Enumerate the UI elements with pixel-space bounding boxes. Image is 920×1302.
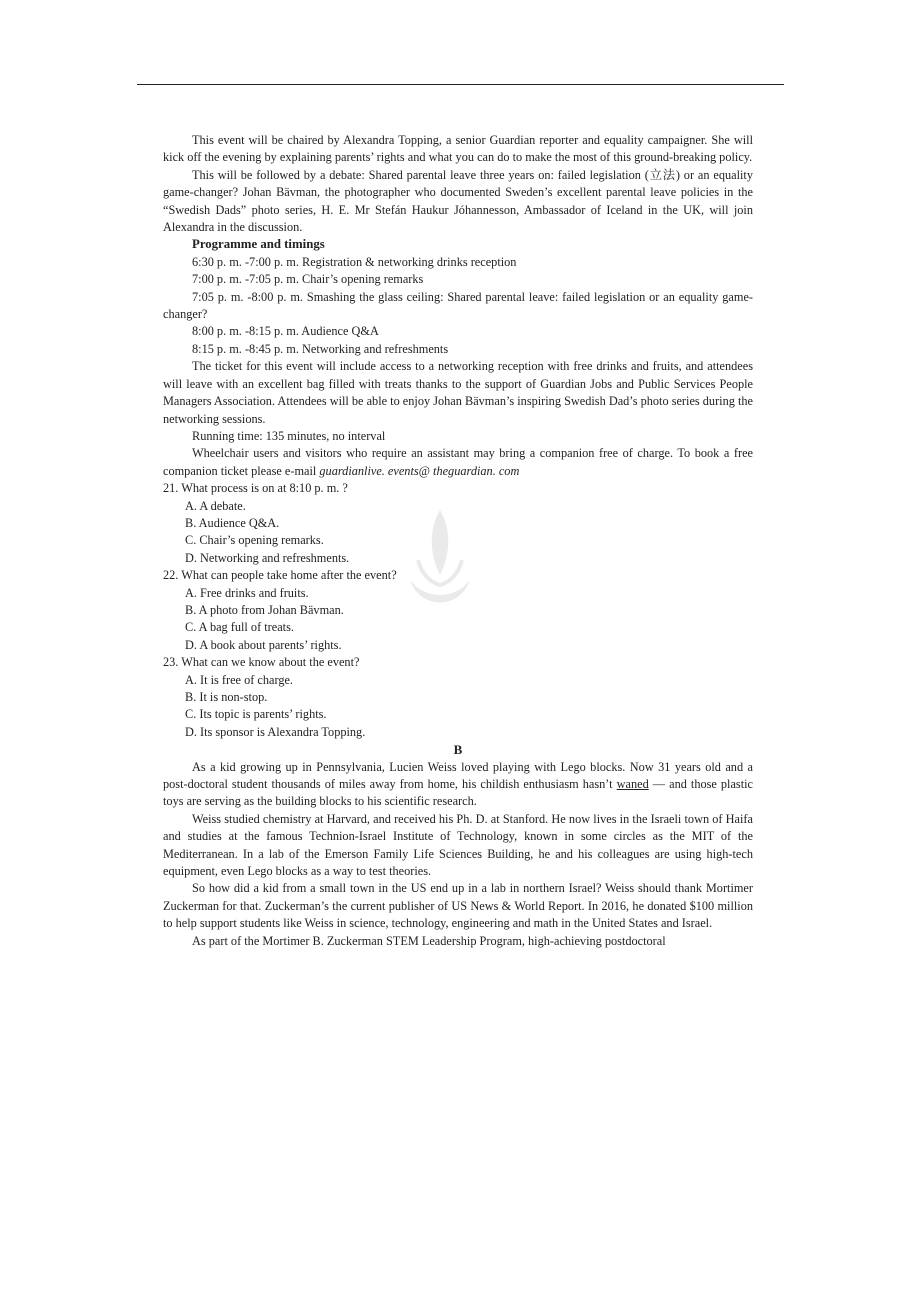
passage-a-paragraph-2: This will be followed by a debate: Shared parental leave three years on: failed legislation (立法) or an equality game-changer? Johan Bävman, the photographer who documented Sweden’s excellent parental leave policies in the “Swedish Dads” photo series, H. E. Mr Stefán Haukur Jóhannesson, Ambassador of Iceland in the UK, will join Alexandra in the discussion.: [163, 167, 753, 235]
answer-option: D. Its sponsor is Alexandra Topping.: [185, 724, 366, 739]
answer-option: C. Chair’s opening remarks.: [185, 533, 324, 548]
paragraph-text: As a kid growing up in Pennsylvania, Lucien Weiss loved playing with Lego blocks. Now 31 years old and a post-doctoral student thousands of miles away from home, his childish enthusiasm hasn’t: [163, 759, 753, 792]
answer-option: A. A debate.: [185, 498, 246, 513]
schedule-item: 7:05 p. m. -8:00 p. m. Smashing the glass ceiling: Shared parental leave: failed legislation or an equality game-changer?: [163, 289, 753, 322]
answer-option: B. A photo from Johan Bävman.: [185, 602, 344, 617]
programme-heading: Programme and timings: [192, 237, 325, 252]
answer-option: C. A bag full of treats.: [185, 620, 294, 635]
answer-option: B. Audience Q&A.: [185, 515, 280, 530]
answer-option: B. It is non-stop.: [185, 690, 268, 704]
schedule-item: 7:00 p. m. -7:05 p. m. Chair’s opening remarks: [192, 272, 424, 287]
answer-option: C. Its topic is parents’ rights.: [185, 707, 327, 722]
passage-b-paragraph-3: So how did a kid from a small town in the US end up in a lab in northern Israel? Weiss should thank Mortimer Zuckerman for that. Zuckerman’s the current publisher of US News & World Report. In 2016, he donated $100 million to help support students like Weiss in science, technology, engineering and math in the United States and Israel.: [163, 881, 753, 931]
paragraph-text: — and those plastic toys are serving as the building blocks to his scientific research.: [163, 777, 753, 809]
document-body: [163, 132, 753, 950]
question-stem: 21. What process is on at 8:10 p. m. ?: [163, 481, 348, 496]
answer-option: D. Networking and refreshments.: [185, 550, 350, 565]
passage-b-paragraph-4: As part of the Mortimer B. Zuckerman STEM Leadership Program, high-achieving postdoctoral: [192, 933, 666, 948]
question-stem: 22. What can people take home after the event?: [163, 568, 397, 583]
passage-a-paragraph-4: [163, 445, 753, 480]
passage-a-paragraph-1: This event will be chaired by Alexandra Topping, a senior Guardian reporter and equality campaigner. She will kick off the evening by explaining parents’ rights and what you can do to make the most of this ground-breaking policy.: [163, 133, 753, 165]
question-stem: 23. What can we know about the event?: [163, 655, 360, 670]
section-label: B: [453, 742, 463, 758]
answer-option: D. A book about parents’ rights.: [185, 637, 342, 652]
header-rule: [137, 84, 784, 85]
running-time: Running time: 135 minutes, no interval: [192, 428, 386, 443]
answer-option: A. Free drinks and fruits.: [185, 585, 309, 600]
passage-b-paragraph-1: [163, 759, 753, 811]
schedule-item: 8:00 p. m. -8:15 p. m. Audience Q&A: [192, 324, 379, 339]
answer-option: A. It is free of charge.: [185, 672, 294, 687]
email-address: guardianlive. events@ theguardian. com: [319, 463, 520, 478]
schedule-item: 8:15 p. m. -8:45 p. m. Networking and refreshments: [192, 341, 449, 356]
companion-info-text: Wheelchair users and visitors who require an assistant may bring a companion free of charge. To book a free companion ticket please e-mail: [163, 446, 753, 478]
passage-a-paragraph-3: The ticket for this event will include access to a networking reception with free drinks and fruits, and attendees will leave with an excellent bag filled with treats thanks to the support of Guardian Jobs and Public Services People Managers Association. Attendees will be able to enjoy Johan Bävman’s inspiring Swedish Dad’s photo series during the networking sessions.: [163, 359, 753, 426]
schedule-item: 6:30 p. m. -7:00 p. m. Registration & networking drinks reception: [192, 254, 517, 269]
passage-b-paragraph-2: Weiss studied chemistry at Harvard, and received his Ph. D. at Stanford. He now lives in the Israeli town of Haifa and studies at the famous Technion-Israel Institute of Technology, known in some circles as the MIT of the Mediterranean. In a lab of the Emerson Family Life Sciences Building, he and his colleagues are using high-tech equipment, even Lego blocks as a way to test theories.: [163, 811, 753, 879]
underlined-word: waned: [616, 777, 649, 792]
